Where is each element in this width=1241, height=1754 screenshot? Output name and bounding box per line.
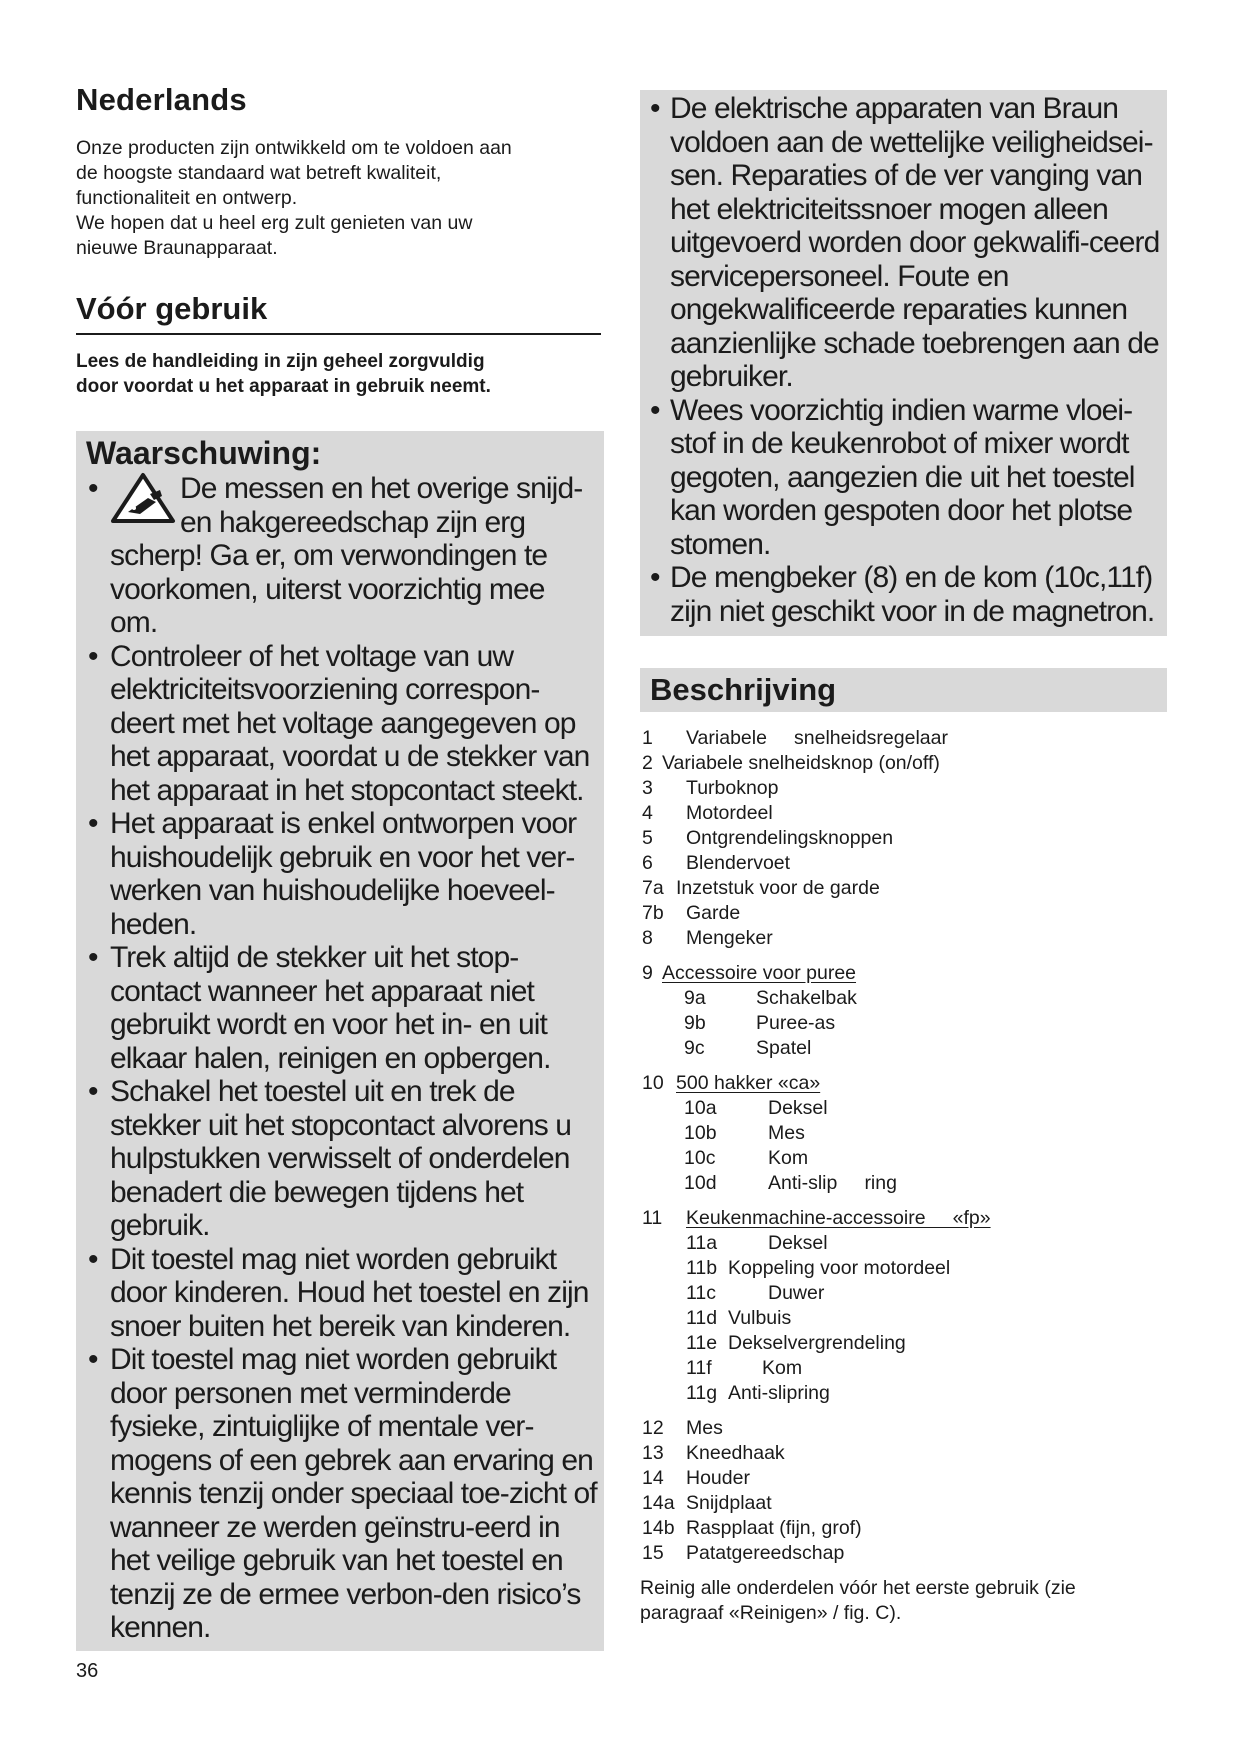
part-number: 11d — [686, 1307, 718, 1329]
part-number: 11b — [686, 1257, 718, 1279]
intro-line: We hopen dat u heel erg zult genieten van uw — [76, 212, 473, 234]
warning-item — [86, 640, 598, 808]
part-row — [640, 751, 1166, 776]
part-label: Duwer — [768, 1282, 825, 1304]
bullet-icon: • — [88, 639, 98, 673]
part-number: 11a — [686, 1232, 718, 1254]
part-row — [640, 1281, 1166, 1306]
warning-text: Wees voorzichtig indien warme vloei-stof in de keukenrobot of mixer wordt gegoten, aangezien die uit het toestel kan worden gespoten door het plotse stomen. — [670, 393, 1135, 561]
part-number: 11 — [642, 1207, 663, 1229]
note-line: Lees de handleiding in zijn geheel zorgvuldig — [76, 351, 485, 372]
cleaning-note: Reinig alle onderdelen vóór het eerste gebruik (zie paragraaf «Reinigen» / fig. C). — [640, 1577, 1076, 1624]
description-heading-bar — [640, 668, 1167, 712]
warning-item — [86, 807, 598, 941]
part-row — [640, 1121, 1166, 1146]
part-group-10 — [640, 1071, 1166, 1096]
part-number: 11f — [686, 1357, 712, 1379]
warning-heading: Waarschuwing: — [86, 435, 322, 471]
warning-text: Controleer of het voltage van uw elektriciteitsvoorziening correspon-deert met het voltage aangegeven op het apparaat, voordat u de stekker van het apparaat in het stopcontact steekt. — [110, 639, 590, 807]
part-label: Vulbuis — [728, 1307, 792, 1329]
part-group-9 — [640, 961, 1166, 986]
part-label: Inzetstuk voor de garde — [676, 877, 880, 899]
before-use-note — [76, 349, 604, 399]
part-label: Kneedhaak — [686, 1442, 785, 1464]
part-number: 9c — [684, 1037, 705, 1059]
parts-list — [640, 726, 1166, 1566]
part-row — [640, 1231, 1166, 1256]
part-row — [640, 1516, 1166, 1541]
part-label: Blendervoet — [686, 852, 791, 874]
warning-text: Dit toestel mag niet worden gebruikt door kinderen. Houd het toestel en zijn snoer buiten het bereik van kinderen. — [110, 1242, 589, 1343]
part-row — [640, 1466, 1166, 1491]
warning-list — [640, 92, 1167, 628]
part-number: 14a — [642, 1492, 675, 1514]
part-row — [640, 851, 1166, 876]
part-row — [640, 1356, 1166, 1381]
bullet-icon: • — [650, 92, 660, 125]
part-number: 3 — [642, 777, 653, 799]
part-number: 12 — [642, 1417, 664, 1439]
warning-item — [86, 941, 598, 1075]
part-label: Variabele snelheidsknop (on/off) — [662, 752, 940, 774]
part-row — [640, 1381, 1166, 1406]
warning-item — [86, 1343, 598, 1645]
part-label: Turboknop — [686, 777, 779, 799]
bullet-icon: • — [88, 941, 98, 974]
part-label: Keukenmachine-accessoire «fp» — [686, 1207, 991, 1229]
part-row — [640, 1011, 1166, 1036]
part-label: Anti-slipring — [728, 1382, 830, 1404]
part-label: Schakelbak — [756, 987, 857, 1009]
warning-item — [640, 561, 1167, 628]
part-row — [640, 1491, 1166, 1516]
part-row — [640, 1306, 1166, 1331]
part-number: 10b — [684, 1122, 717, 1144]
warning-text: De messen en het overige snijd- en hakgereedschap zijn erg scherp! Ga er, om verwondingen te voorkomen, uiterst voorzichtig mee om. — [110, 472, 583, 639]
part-number: 7b — [642, 902, 664, 924]
warning-text: Schakel het toestel uit en trek de stekker uit het stopcontact alvorens u hulpstukken verwisselt of onderdelen benadert die bewegen tijdens het gebruik. — [110, 1075, 572, 1242]
warning-text: Dit toestel mag niet worden gebruikt door personen met verminderde fysieke, zintuiglijke of mentale ver-mogens of een gebrek aan ervaring en kennis tenzij onder speciaal toe-zicht of wanneer ze werden geïnstru-eerd in het veilige gebruik van het toestel en tenzij ze de ermee verbon-den risico’s kennen. — [110, 1343, 597, 1644]
bullet-icon: • — [650, 393, 660, 427]
warning-box — [76, 431, 604, 1651]
part-label: Kom — [768, 1147, 809, 1169]
part-row — [640, 726, 1166, 751]
part-group-11 — [640, 1206, 1166, 1231]
warning-text: De mengbeker (8) en de kom (10c,11f) zijn niet geschikt voor in de magnetron. — [670, 561, 1155, 628]
part-row — [640, 1146, 1166, 1171]
warning-item-blades — [86, 472, 598, 640]
warning-item — [640, 394, 1167, 562]
part-number: 4 — [642, 802, 653, 824]
part-number: 11g — [686, 1382, 718, 1404]
part-label: Deksel — [768, 1232, 828, 1254]
part-row — [640, 986, 1166, 1011]
part-row — [640, 1541, 1166, 1566]
warning-list — [86, 640, 598, 1645]
part-label: Ontgrendelingsknoppen — [686, 827, 894, 849]
bullet-icon: • — [88, 1343, 98, 1376]
part-number: 1 — [642, 727, 653, 749]
before-use-heading: Vóór gebruik — [76, 291, 601, 335]
part-number: 6 — [642, 852, 653, 874]
part-number: 11e — [686, 1332, 718, 1354]
intro-line: nieuwe Braunapparaat. — [76, 237, 278, 259]
part-row — [640, 1036, 1166, 1061]
part-number: 8 — [642, 927, 653, 949]
part-label: Snijdplaat — [686, 1492, 772, 1514]
intro-line: de hoogste standaard wat betreft kwaliteit, — [76, 162, 442, 184]
part-label: 500 hakker «ca» — [676, 1072, 821, 1094]
part-number: 10a — [684, 1097, 717, 1119]
intro-line: functionaliteit en ontwerp. — [76, 187, 298, 209]
part-row — [640, 1331, 1166, 1356]
part-row — [640, 1416, 1166, 1441]
part-number: 15 — [642, 1542, 664, 1564]
part-number: 5 — [642, 827, 653, 849]
part-number: 9 — [642, 962, 653, 984]
part-number: 11c — [686, 1282, 716, 1304]
part-label: Variabele snelheidsregelaar — [686, 727, 948, 749]
part-label: Dekselvergrendeling — [728, 1332, 906, 1354]
part-number: 14b — [642, 1517, 675, 1539]
bullet-icon: • — [88, 472, 98, 505]
part-label: Garde — [686, 902, 741, 924]
page-title: Nederlands — [76, 82, 247, 117]
part-label: Mes — [768, 1122, 805, 1144]
part-row — [640, 1096, 1166, 1121]
warning-item — [640, 92, 1167, 394]
page-number: 36 — [76, 1660, 99, 1682]
warning-item — [86, 1243, 598, 1344]
part-label: Raspplaat (fijn, grof) — [686, 1517, 862, 1539]
warning-text: De elektrische apparaten van Braun voldoen aan de wettelijke veiligheidsei-sen. Reparaties of de ver vanging van het elektriciteitssnoer mogen alleen uitgevoerd worden door gekwalifi-ceerd servicepersoneel. Foute en ongekwalificeerde reparaties kunnen aanzienlijke schade toebrengen aan de gebruiker. — [670, 92, 1160, 393]
part-row — [640, 1256, 1166, 1281]
part-label: Spatel — [756, 1037, 812, 1059]
part-row — [640, 801, 1166, 826]
bullet-icon: • — [88, 807, 98, 840]
hazard-triangle-icon — [110, 472, 176, 524]
part-number: 2 — [642, 752, 653, 774]
part-label: Kom — [762, 1357, 803, 1379]
part-label: Puree-as — [756, 1012, 836, 1034]
note-line: door voordat u het apparaat in gebruik neemt. — [76, 376, 491, 397]
part-label: Mengeker — [686, 927, 773, 949]
bullet-icon: • — [88, 1075, 98, 1108]
bullet-icon: • — [650, 561, 660, 594]
part-label: Anti-slip ring — [768, 1172, 897, 1194]
warning-text: Het apparaat is enkel ontworpen voor huishoudelijk gebruik en voor het ver-werken van huishoudelijke hoeveel-heden. — [110, 807, 577, 941]
part-row — [640, 1441, 1166, 1466]
part-label: Koppeling voor motordeel — [728, 1257, 951, 1279]
right-column — [640, 90, 1166, 1626]
part-label: Houder — [686, 1467, 750, 1489]
warning-text: Trek altijd de stekker uit het stop-contact wanneer het apparaat niet gebruikt wordt en voor het in- en uit elkaar halen, reinigen en opbergen. — [110, 941, 551, 1075]
description-heading: Beschrijving — [650, 672, 837, 707]
bullet-icon: • — [88, 1242, 98, 1276]
warning-box-continued — [640, 90, 1167, 636]
part-number: 7a — [642, 877, 664, 899]
part-number: 10d — [684, 1172, 717, 1194]
part-row — [640, 876, 1166, 901]
part-row — [640, 826, 1166, 851]
part-label: Motordeel — [686, 802, 773, 824]
part-row — [640, 901, 1166, 926]
part-number: 9b — [684, 1012, 706, 1034]
intro-paragraph — [76, 136, 604, 261]
part-number: 14 — [642, 1467, 664, 1489]
part-number: 9a — [684, 987, 706, 1009]
part-label: Patatgereedschap — [686, 1542, 845, 1564]
part-number: 10 — [642, 1072, 664, 1094]
part-row — [640, 1171, 1166, 1196]
part-label: Mes — [686, 1417, 723, 1439]
part-row — [640, 926, 1166, 951]
part-row — [640, 776, 1166, 801]
intro-line: Onze producten zijn ontwikkeld om te voldoen aan — [76, 137, 512, 159]
warning-item — [86, 1075, 598, 1243]
left-column — [76, 82, 604, 1651]
part-label: Deksel — [768, 1097, 828, 1119]
part-number: 10c — [684, 1147, 716, 1169]
part-number: 13 — [642, 1442, 664, 1464]
part-label: Accessoire voor puree — [662, 962, 857, 984]
